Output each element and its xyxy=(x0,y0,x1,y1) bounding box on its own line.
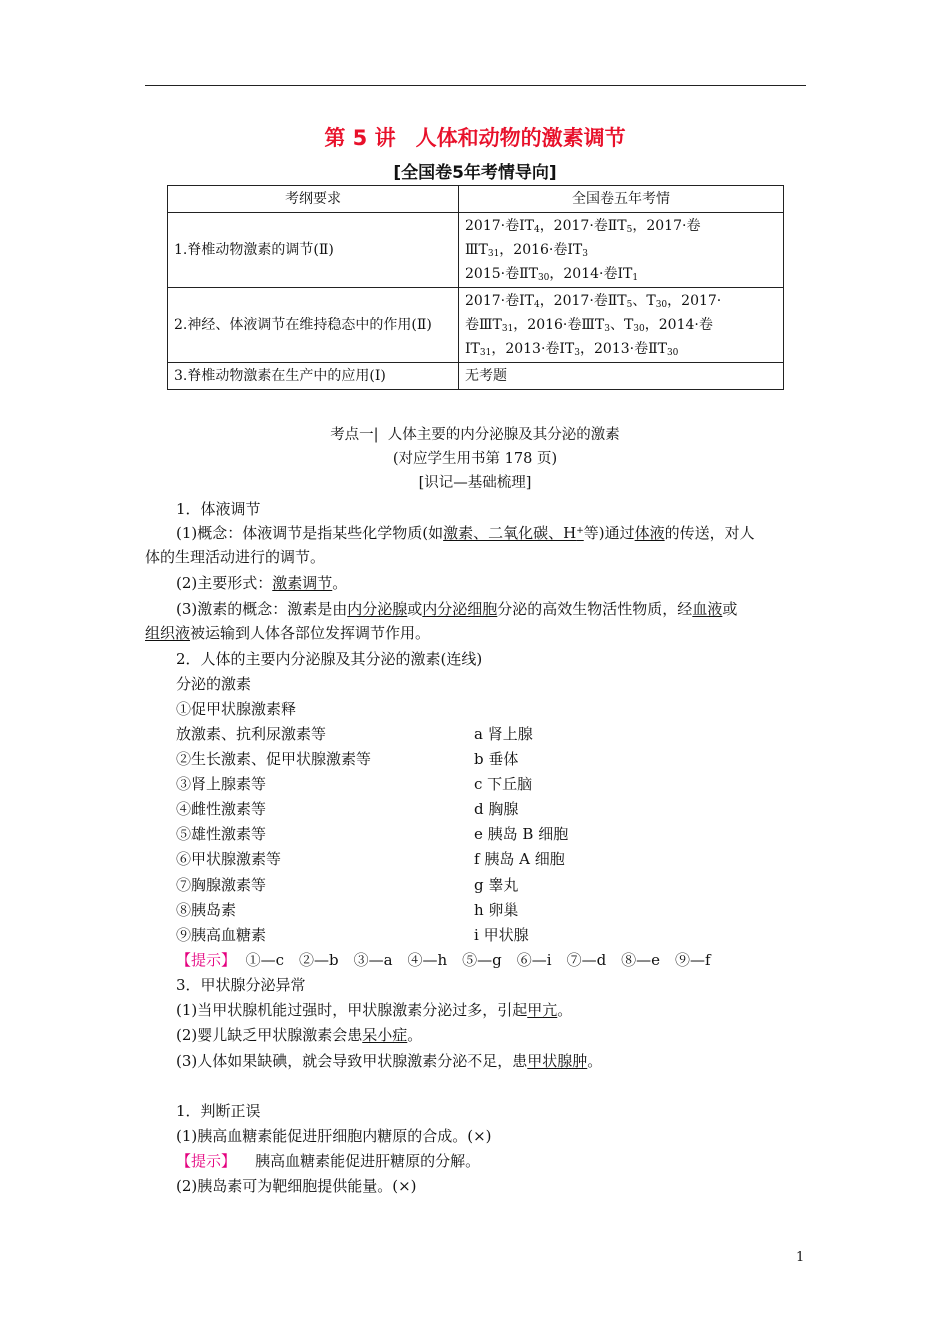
judge-question: (1)胰高血糖素能促进肝细胞内糖原的合成。(×) xyxy=(176,1127,492,1145)
table-row xyxy=(168,213,784,288)
lecture-number: 第 5 讲 xyxy=(324,126,396,150)
gland-item: h 卵巢 xyxy=(474,901,519,919)
hormone-item: ④雌性激素等 xyxy=(176,800,267,818)
hormone-item: ⑧胰岛素 xyxy=(176,901,237,919)
text: (2)主要形式： xyxy=(176,574,273,592)
underlined-answer: 组织液 xyxy=(145,624,191,642)
table-row xyxy=(168,288,784,363)
exam-line: 2017·卷$ⅠT_4$，2017·卷$ⅡT_5$，2017·卷 xyxy=(465,218,701,235)
underlined-answer: 呆小症 xyxy=(362,1026,408,1044)
p3-line xyxy=(176,1024,422,1046)
requirements-table xyxy=(167,185,784,390)
gland-item: i 甲状腺 xyxy=(474,926,529,944)
hormone-item: ②生长激素、促甲状腺激素等 xyxy=(176,750,372,768)
table-header-cell: 考纲要求 xyxy=(168,186,459,213)
hormone-item: ⑥甲状腺激素等 xyxy=(176,850,282,868)
page-subtitle: [全国卷5年考情导向] xyxy=(393,163,557,183)
text: 分泌的高效生物活性物质，经 xyxy=(497,600,693,618)
header-rule xyxy=(145,85,806,86)
exam-line: $ⅢT_{31}$，2016·卷$ⅠT_3$ xyxy=(465,242,588,259)
gland-item: d 胸腺 xyxy=(474,800,519,818)
underlined-answer: 血液 xyxy=(692,600,723,618)
exam-line: 卷$ⅢT_{31}$，2016·卷$ⅢT_3$、$T_{30}$，2014·卷 xyxy=(465,317,713,334)
text: 激素、二氧化碳、H xyxy=(443,524,577,542)
text: (2)婴儿缺乏甲状腺激素会患 xyxy=(176,1026,363,1044)
hint-text: 胰高血糖素能促进肝糖原的分解。 xyxy=(255,1152,481,1170)
gland-item: g 睾丸 xyxy=(474,876,519,894)
table-header-cell: 全国卷五年考情 xyxy=(459,186,784,213)
section-heading xyxy=(0,423,950,444)
matching-answers xyxy=(176,949,711,971)
page-number: 1 xyxy=(796,1250,805,1265)
p1-form-line xyxy=(176,572,347,594)
answer-text: ①—c ②—b ③—a ④—h ⑤—g ⑥—i ⑦—d ⑧—e ⑨—f xyxy=(245,951,711,969)
kaodian-label: 考点一| xyxy=(330,427,379,443)
text: 。 xyxy=(587,1052,603,1070)
lecture-name: 人体和动物的激素调节 xyxy=(415,126,626,150)
text: 。 xyxy=(332,574,348,592)
text: 的传送，对人 xyxy=(664,524,755,542)
exam-line: 2017·卷$ⅠT_4$，2017·卷$ⅡT_5$、$T_{30}$，2017· xyxy=(465,293,722,310)
text: (3)人体如果缺碘，就会导致甲状腺激素分泌不足，患 xyxy=(176,1052,528,1070)
text: 被运输到人体各部位发挥调节作用。 xyxy=(190,624,431,642)
hormone-item: ⑨胰高血糖素 xyxy=(176,926,267,944)
requirement-cell: 3.脊椎动物激素在生产中的应用(Ⅰ) xyxy=(168,363,459,390)
underlined-answer: 体液 xyxy=(634,524,665,542)
gland-item: b 垂体 xyxy=(474,750,519,768)
underlined-answer: 甲状腺肿 xyxy=(527,1052,588,1070)
gland-item: e 胰岛 B 细胞 xyxy=(474,825,569,843)
text: 或 xyxy=(722,600,738,618)
judge-heading: 1．判断正误 xyxy=(176,1102,261,1120)
table-row xyxy=(168,363,784,390)
p3-line xyxy=(176,999,572,1021)
hormone-item: ③肾上腺素等 xyxy=(176,775,267,793)
p1-hormone-line xyxy=(176,598,737,620)
requirement-cell: 1.脊椎动物激素的调节(Ⅱ) xyxy=(168,213,459,288)
exam-cell xyxy=(459,288,784,363)
hormone-item: ⑦胸腺激素等 xyxy=(176,876,267,894)
text: (1)当甲状腺机能过强时，甲状腺激素分泌过多，引起 xyxy=(176,1001,528,1019)
superscript: + xyxy=(576,526,584,536)
book-reference: (对应学生用书第 178 页) xyxy=(392,451,558,467)
p1-heading: 1．体液调节 xyxy=(176,500,261,518)
underlined-answer: 甲亢 xyxy=(527,1001,558,1019)
p1-concept-line xyxy=(176,522,755,544)
p1-hormone-line-2 xyxy=(145,622,430,644)
p3-line xyxy=(176,1050,602,1072)
underlined-answer: 激素调节 xyxy=(272,574,333,592)
exam-line: 2015·卷$ⅡT_{30}$，2014·卷$ⅠT_1$ xyxy=(465,266,639,283)
hormone-item: ⑤雄性激素等 xyxy=(176,825,267,843)
table-header-row xyxy=(168,186,784,213)
gland-item: c 下丘脑 xyxy=(474,775,533,793)
text: 等)通过 xyxy=(583,524,635,542)
requirement-cell: 2.神经、体液调节在维持稳态中的作用(Ⅱ) xyxy=(168,288,459,363)
underlined-answer: 内分泌细胞 xyxy=(422,600,498,618)
exam-line: $ⅠT_{31}$，2013·卷$ⅠT_3$，2013·卷$ⅡT_{30}$ xyxy=(465,341,679,358)
judge-question: (2)胰岛素可为靶细胞提供能量。(×) xyxy=(176,1177,417,1195)
hormone-item: 放激素、抗利尿激素等 xyxy=(176,725,327,743)
page-title xyxy=(0,122,950,152)
p1-concept-line-2: 体的生理活动进行的调节。 xyxy=(145,548,326,566)
hormone-column-label: 分泌的激素 xyxy=(176,675,252,693)
hint-label: 【提示】 xyxy=(176,951,237,969)
text: 。 xyxy=(557,1001,573,1019)
text: 。 xyxy=(407,1026,423,1044)
text: 或 xyxy=(407,600,423,618)
underlined-answer xyxy=(443,524,584,542)
kaodian-name: 人体主要的内分泌腺及其分泌的激素 xyxy=(387,427,620,443)
hint-label: 【提示】 xyxy=(176,1152,237,1170)
exam-cell xyxy=(459,213,784,288)
gland-item: f 胰岛 A 细胞 xyxy=(474,850,565,868)
underlined-answer: 内分泌腺 xyxy=(347,600,408,618)
p2-heading: 2．人体的主要内分泌腺及其分泌的激素(连线) xyxy=(176,650,483,668)
section-tag: [识记—基础梳理] xyxy=(418,475,532,491)
hormone-item: ①促甲状腺激素释 xyxy=(176,700,297,718)
gland-item: a 肾上腺 xyxy=(474,725,533,743)
text: (1)概念：体液调节是指某些化学物质(如 xyxy=(176,524,444,542)
exam-cell: 无考题 xyxy=(459,363,784,390)
text: (3)激素的概念：激素是由 xyxy=(176,600,348,618)
p3-heading: 3．甲状腺分泌异常 xyxy=(176,976,306,994)
judge-hint xyxy=(176,1150,480,1172)
